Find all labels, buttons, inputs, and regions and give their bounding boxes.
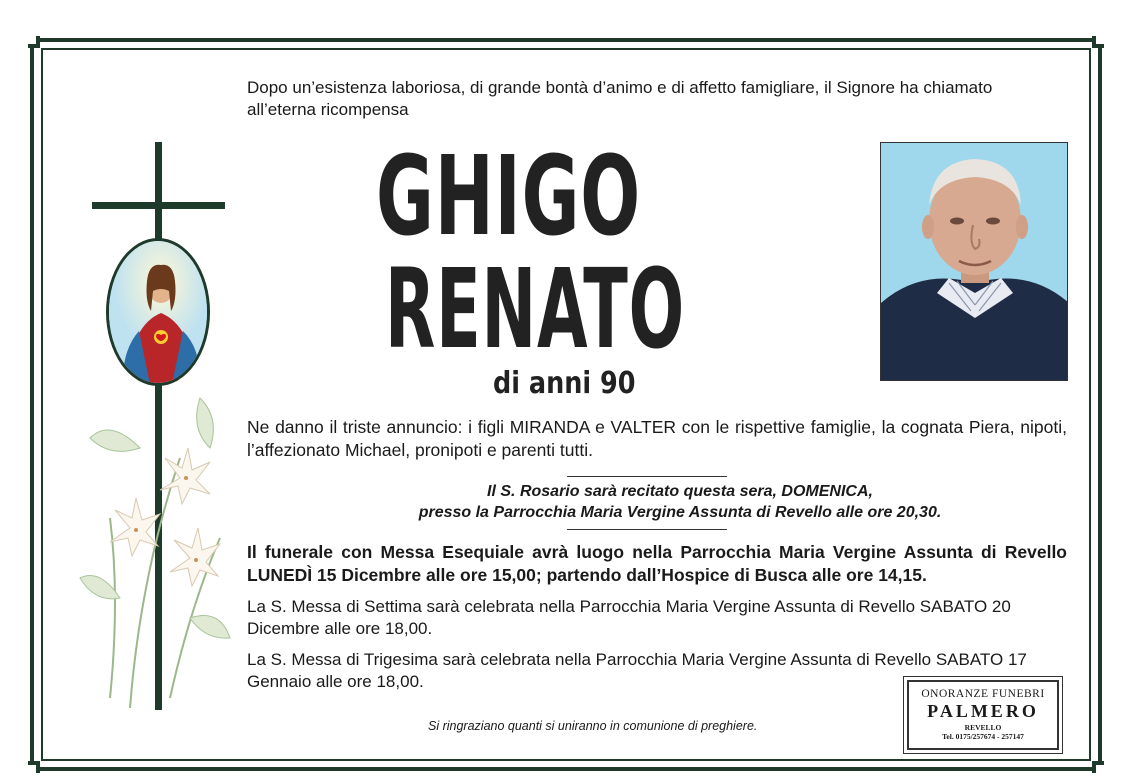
thanks-text: Si ringraziano quanti si uniranno in comunione di preghiere.: [428, 719, 758, 733]
mass-settima-notice: La S. Messa di Settima sarà celebrata nella Parrocchia Maria Vergine Assunta di Revello SABATO 20 Dicembre alle ore 18,00.: [247, 597, 1011, 638]
border-corner: [28, 761, 40, 773]
rosary-line-1: Il S. Rosario sarà recitato questa sera, DOMENICA,: [487, 483, 873, 500]
sacred-heart-medallion: [106, 238, 210, 386]
border-corner: [1092, 761, 1104, 773]
border-corner: [28, 36, 40, 48]
portrait-photo: [880, 142, 1068, 381]
funeral-notice: Il funerale con Messa Esequiale avrà luogo nella Parrocchia Maria Vergine Assunta di Revello LUNEDÌ 15 Dicembre alle ore 15,00; partendo dall’Hospice di Busca alle ore 14,15.: [247, 542, 1067, 585]
intro-text: Dopo un’esistenza laboriosa, di grande bontà d’animo e di affetto famigliare, il Signore ha chiamato all’eterna ricompensa: [247, 78, 993, 119]
divider-top: [567, 476, 727, 477]
lily-flowers-decoration: [70, 378, 240, 708]
border-corner: [1092, 36, 1104, 48]
portrait-icon: [881, 143, 1068, 381]
deceased-age: di anni 90: [493, 366, 636, 401]
agency-phone: Tel. 0175/257674 - 257147: [942, 732, 1024, 741]
mass-trigesima-notice: La S. Messa di Trigesima sarà celebrata nella Parrocchia Maria Vergine Assunta di Revello SABATO 17 Gennaio alle ore 18,00.: [247, 650, 1027, 691]
agency-title: ONORANZE FUNEBRI: [921, 688, 1045, 700]
deceased-surname: GHIGO: [376, 133, 642, 262]
agency-city: REVELLO: [964, 723, 1002, 732]
announcement-text: Ne danno il triste annuncio: i figli MIRANDA e VALTER con le rispettive famiglie, la cognata Piera, nipoti, l’affezionato Michael, pronipoti e parenti tutti.: [247, 417, 1067, 460]
rosary-notice: [300, 481, 1060, 523]
deceased-first-name: RENATO: [385, 246, 685, 375]
funeral-agency-box: [903, 676, 1063, 754]
cross-horizontal-beam: [92, 202, 225, 209]
agency-name: PALMERO: [927, 701, 1039, 721]
divider-bottom: [567, 529, 727, 530]
rosary-line-2: presso la Parrocchia Maria Vergine Assunta di Revello alle ore 20,30.: [418, 504, 942, 521]
